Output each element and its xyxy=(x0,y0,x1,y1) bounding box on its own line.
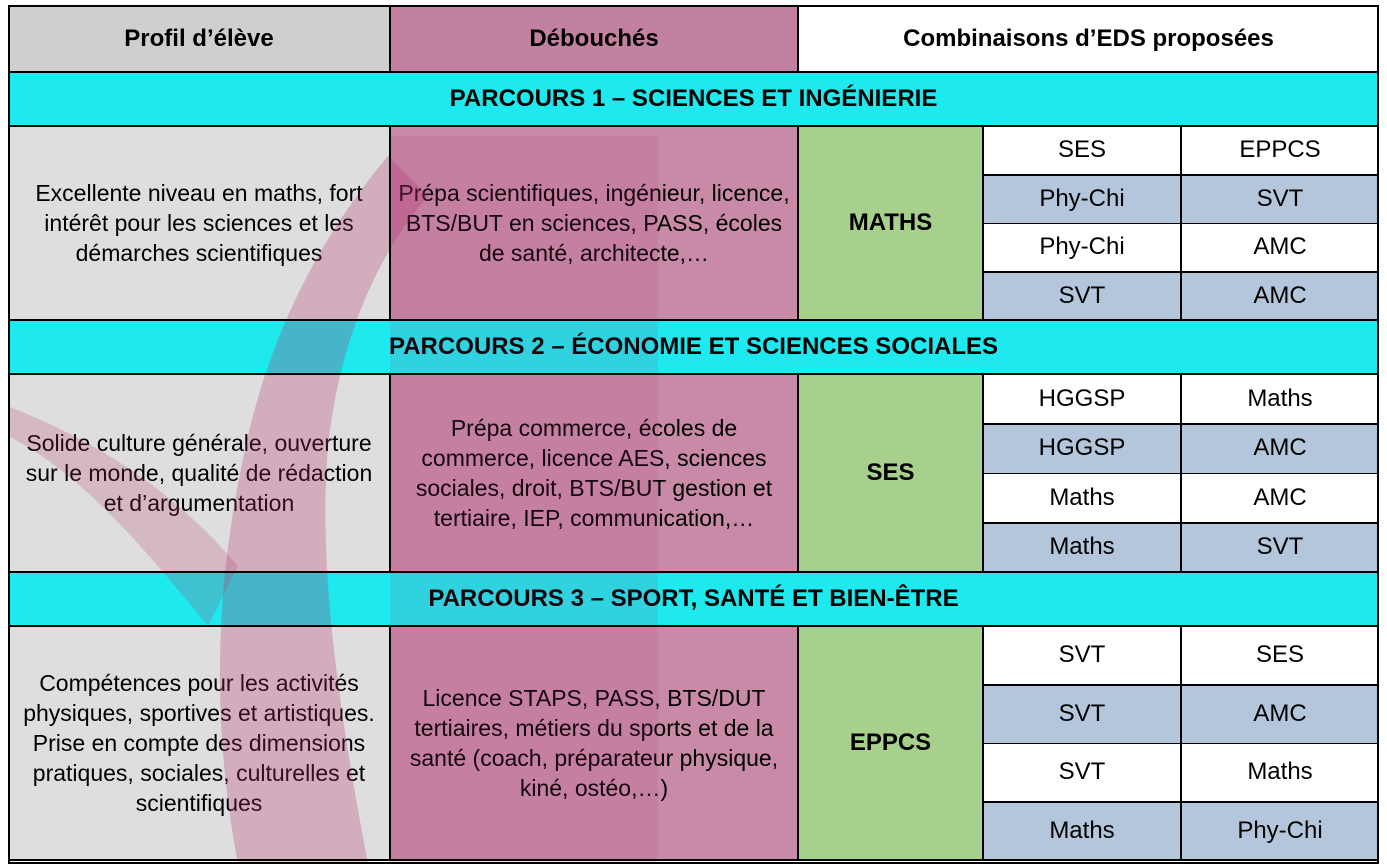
debouches-cell-text: Licence STAPS, PASS, BTS/DUT tertiaires, métiers du sports et de la santé (coach, préparateur physique, kiné, ostéo,…) xyxy=(409,685,779,801)
combination-cell xyxy=(983,374,1181,424)
combination-cell-text: SES xyxy=(1255,641,1305,669)
grid-line xyxy=(8,862,1379,864)
header-debouches xyxy=(390,6,798,72)
grid-line xyxy=(1180,374,1182,572)
combination-cell-text: AMC xyxy=(1253,233,1307,261)
profile-cell xyxy=(8,626,390,860)
profile-cell xyxy=(8,126,390,320)
combination-cell xyxy=(1181,802,1379,861)
header-profile-text: Profil d’élève xyxy=(124,25,274,52)
grid-line xyxy=(8,373,1379,375)
combination-cell-text: Maths xyxy=(1049,816,1115,844)
combination-cell-text: EPPCS xyxy=(1239,136,1321,164)
debouches-cell xyxy=(390,626,798,860)
profile-cell xyxy=(8,374,390,572)
combination-cell-text: HGGSP xyxy=(1038,384,1126,412)
specialite-cell xyxy=(798,374,983,572)
combination-cell-text: AMC xyxy=(1253,281,1307,309)
combination-cell-text: SVT xyxy=(1058,758,1106,786)
parcours-title-text: PARCOURS 1 – SCIENCES ET INGÉNIERIE xyxy=(449,85,938,112)
debouches-cell xyxy=(390,126,798,320)
grid-line xyxy=(1180,126,1182,320)
combination-cell xyxy=(1181,175,1379,224)
combination-cell xyxy=(983,802,1181,861)
combination-cell xyxy=(983,126,1181,175)
orientation-table xyxy=(8,6,1379,864)
combination-cell xyxy=(983,685,1181,744)
combination-cell-text: SVT xyxy=(1058,699,1106,727)
parcours-title xyxy=(8,572,1379,626)
combination-cell-text: AMC xyxy=(1253,434,1307,462)
combination-cell xyxy=(1181,374,1379,424)
combination-cell-text: Maths xyxy=(1247,758,1313,786)
grid-line xyxy=(982,374,984,572)
grid-line xyxy=(8,571,1379,573)
grid-line xyxy=(8,625,1379,627)
grid-line xyxy=(8,859,1379,861)
parcours-title xyxy=(8,320,1379,374)
grid-line xyxy=(797,126,799,320)
header-debouches-text: Débouchés xyxy=(529,25,659,52)
combination-cell-text: Maths xyxy=(1049,533,1115,561)
combination-cell xyxy=(983,523,1181,573)
specialite-cell xyxy=(798,126,983,320)
combination-cell-text: Maths xyxy=(1247,384,1313,412)
debouches-cell xyxy=(390,374,798,572)
grid-line xyxy=(1377,6,1379,864)
profile-cell-text: Excellente niveau en maths, fort intérêt pour les sciences et les démarches scientifiques xyxy=(35,180,363,266)
combination-cell-text: Phy-Chi xyxy=(1237,816,1323,844)
specialite-cell-text: MATHS xyxy=(848,209,933,236)
combination-cell-text: SVT xyxy=(1256,533,1304,561)
grid-line xyxy=(8,125,1379,127)
combination-cell-text: HGGSP xyxy=(1038,434,1126,462)
combination-cell xyxy=(1181,223,1379,272)
grid-line xyxy=(982,626,984,860)
combination-cell xyxy=(983,272,1181,321)
header-combinaisons xyxy=(798,6,1379,72)
grid-line xyxy=(797,6,799,72)
combination-cell-text: SVT xyxy=(1256,184,1304,212)
combination-cell xyxy=(983,223,1181,272)
combination-cell xyxy=(1181,743,1379,802)
combination-cell xyxy=(1181,523,1379,573)
parcours-title-text: PARCOURS 3 – SPORT, SANTÉ ET BIEN-ÊTRE xyxy=(428,585,959,612)
combination-cell xyxy=(983,175,1181,224)
combination-cell xyxy=(1181,126,1379,175)
combination-cell xyxy=(1181,272,1379,321)
profile-cell-text: Solide culture générale, ouverture sur le monde, qualité de rédaction et d’argumentation xyxy=(25,430,373,516)
combination-cell-text: SVT xyxy=(1058,281,1106,309)
grid-line xyxy=(1180,626,1182,860)
grid-line xyxy=(8,6,10,864)
combination-cell xyxy=(983,473,1181,523)
combination-cell-text: AMC xyxy=(1253,483,1307,511)
combination-cell xyxy=(1181,626,1379,685)
specialite-cell xyxy=(798,626,983,860)
grid-line xyxy=(982,126,984,320)
combination-cell-text: Phy-Chi xyxy=(1039,184,1125,212)
combination-cell xyxy=(983,743,1181,802)
combination-cell-text: AMC xyxy=(1253,699,1307,727)
parcours-title-text: PARCOURS 2 – ÉCONOMIE ET SCIENCES SOCIALES xyxy=(389,333,998,360)
specialite-cell-text: EPPCS xyxy=(849,729,932,756)
specialite-cell-text: SES xyxy=(866,459,915,486)
combination-cell-text: Phy-Chi xyxy=(1039,233,1125,261)
grid-line xyxy=(797,374,799,572)
grid-line xyxy=(797,626,799,860)
profile-cell-text: Compétences pour les activités physiques, sportives et artistiques. Prise en compte des dimensions pratiques, sociales, culturelles et scientifiques xyxy=(23,670,375,816)
header-profile xyxy=(8,6,390,72)
debouches-cell-text: Prépa scientifiques, ingénieur, licence, BTS/BUT en sciences, PASS, écoles de santé, architecte,… xyxy=(398,180,790,266)
debouches-cell-text: Prépa commerce, écoles de commerce, licence AES, sciences sociales, droit, BTS/BUT gestion et tertiaire, IEP, communication,… xyxy=(415,415,773,531)
grid-line xyxy=(389,626,391,860)
combination-cell-text: SES xyxy=(1057,136,1107,164)
grid-line xyxy=(8,71,1379,73)
grid-line xyxy=(389,374,391,572)
combination-cell xyxy=(983,626,1181,685)
combination-cell xyxy=(983,424,1181,474)
combination-cell xyxy=(1181,473,1379,523)
combination-cell xyxy=(1181,424,1379,474)
combination-cell-text: SVT xyxy=(1058,641,1106,669)
combination-cell-text: Maths xyxy=(1049,483,1115,511)
parcours-title xyxy=(8,72,1379,126)
grid-line xyxy=(389,6,391,72)
grid-line xyxy=(8,5,1379,7)
header-combinaisons-text: Combinaisons d’EDS proposées xyxy=(903,25,1274,52)
combination-cell xyxy=(1181,685,1379,744)
grid-line xyxy=(8,319,1379,321)
grid-line xyxy=(389,126,391,320)
